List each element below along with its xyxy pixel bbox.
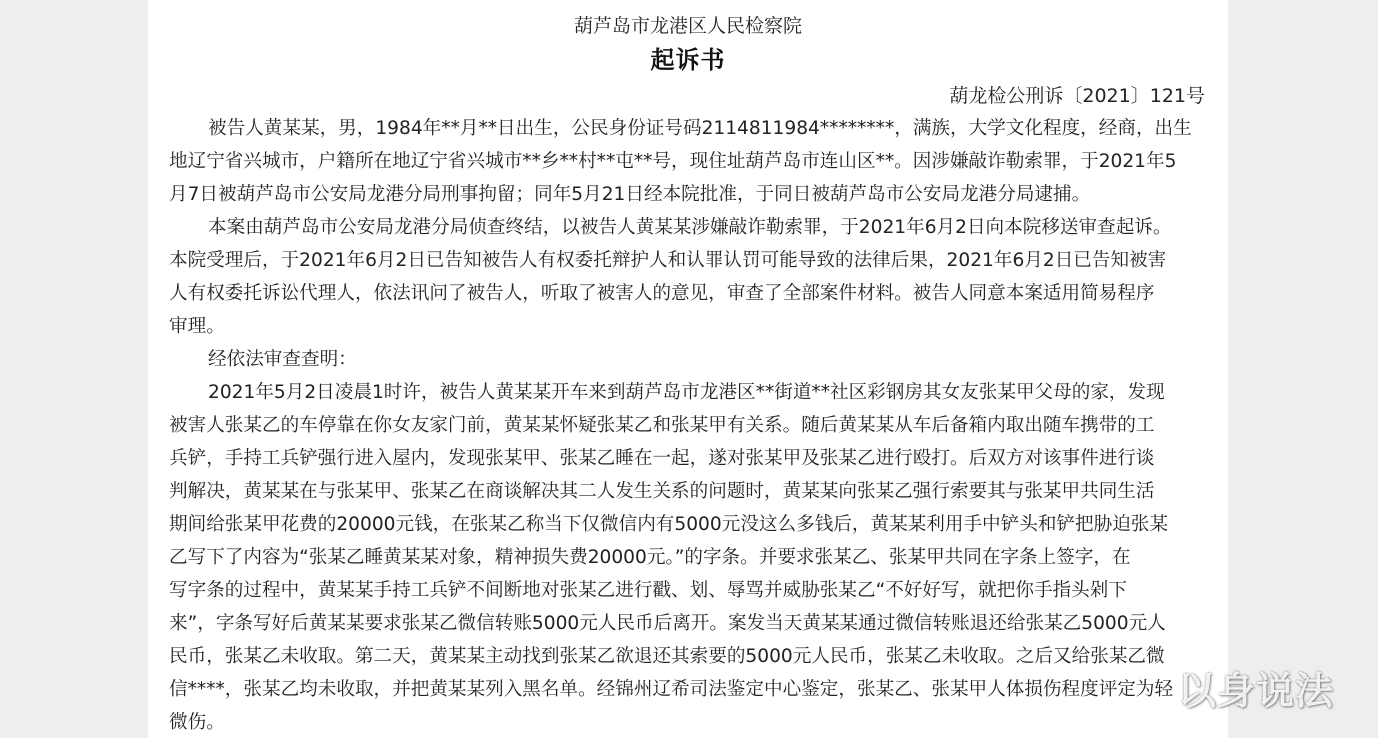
text-line: 信****，张某乙均未收取，并把黄某某列入黑名单。经锦州辽希司法鉴定中心鉴定，张某乙、张某甲人体损伤程度评定为轻 [169, 679, 1174, 700]
document-number: 葫龙检公刑诉〔2021〕121号 [949, 85, 1205, 107]
text-line: 2021年5月2日凌晨1时许，被告人黄某某开车来到葫芦岛市龙港区**街道**社区彩钢房其女友张某甲父母的家，发现 [208, 382, 1165, 403]
text-line: 微伤。 [169, 712, 225, 733]
organization-name: 葫芦岛市龙港区人民检察院 [573, 15, 802, 37]
document-page [148, 0, 1228, 738]
text-line: 经依法审查查明： [208, 349, 357, 370]
watermark-logo: 以身说法 [1178, 669, 1335, 713]
text-line: 审理。 [169, 316, 225, 337]
text-line: 地辽宁省兴城市，户籍所在地辽宁省兴城市**乡**村**屯**号，现住址葫芦岛市连山区**。因涉嫌敲诈勒索罪，于2021年5 [169, 151, 1177, 172]
text-line: 乙写下了内容为“张某乙睡黄某某对象，精神损失费20000元。”的字条。并要求张某乙、张某甲共同在字条上签字，在 [169, 547, 1131, 568]
document-title: 起诉书 [650, 46, 726, 74]
text-line: 人有权委托诉讼代理人，依法讯问了被告人，听取了被害人的意见，审查了全部案件材料。被告人同意本案适用简易程序 [169, 283, 1155, 304]
text-line: 月7日被葫芦岛市公安局龙港分局刑事拘留；同年5月21日经本院批准，于同日被葫芦岛市公安局龙港分局逮捕。 [169, 184, 1091, 205]
text-line: 期间给张某甲花费的20000元钱，在张某乙称当下仅微信内有5000元没这么多钱后，黄某某利用手中铲头和铲把胁迫张某 [169, 514, 1168, 535]
text-line: 被告人黄某某，男，1984年**月**日出生，公民身份证号码2114811984********，满族，大学文化程度，经商，出生 [208, 118, 1192, 139]
text-line: 被害人张某乙的车停靠在你女友家门前，黄某某怀疑张某乙和张某甲有关系。随后黄某某从车后备箱内取出随车携带的工 [169, 415, 1155, 436]
text-line: 来”，字条写好后黄某某要求张某乙微信转账5000元人民币后离开。案发当天黄某某通过微信转账退还给张某乙5000元人 [169, 613, 1166, 634]
text-line: 民币，张某乙未收取。第二天，黄某某主动找到张某乙欲退还其索要的5000元人民币，张某乙未收取。之后又给张某乙微 [169, 646, 1165, 667]
text-line: 本院受理后，于2021年6月2日已告知被告人有权委托辩护人和认罪认罚可能导致的法律后果，2021年6月2日已告知被害 [169, 250, 1167, 271]
text-line: 本案由葫芦岛市公安局龙港分局侦查终结，以被告人黄某某涉嫌敲诈勒索罪，于2021年6月2日向本院移送审查起诉。 [208, 217, 1172, 238]
text-line: 兵铲，手持工兵铲强行进入屋内，发现张某甲、张某乙睡在一起，遂对张某甲及张某乙进行殴打。后双方对该事件进行谈 [169, 448, 1155, 469]
text-line: 写字条的过程中，黄某某手持工兵铲不间断地对张某乙进行戳、划、辱骂并威胁张某乙“不好好写，就把你手指头剁下 [169, 580, 1127, 601]
text-line: 判解决，黄某某在与张某甲、张某乙在商谈解决其二人发生关系的问题时，黄某某向张某乙强行索要其与张某甲共同生活 [169, 481, 1155, 502]
